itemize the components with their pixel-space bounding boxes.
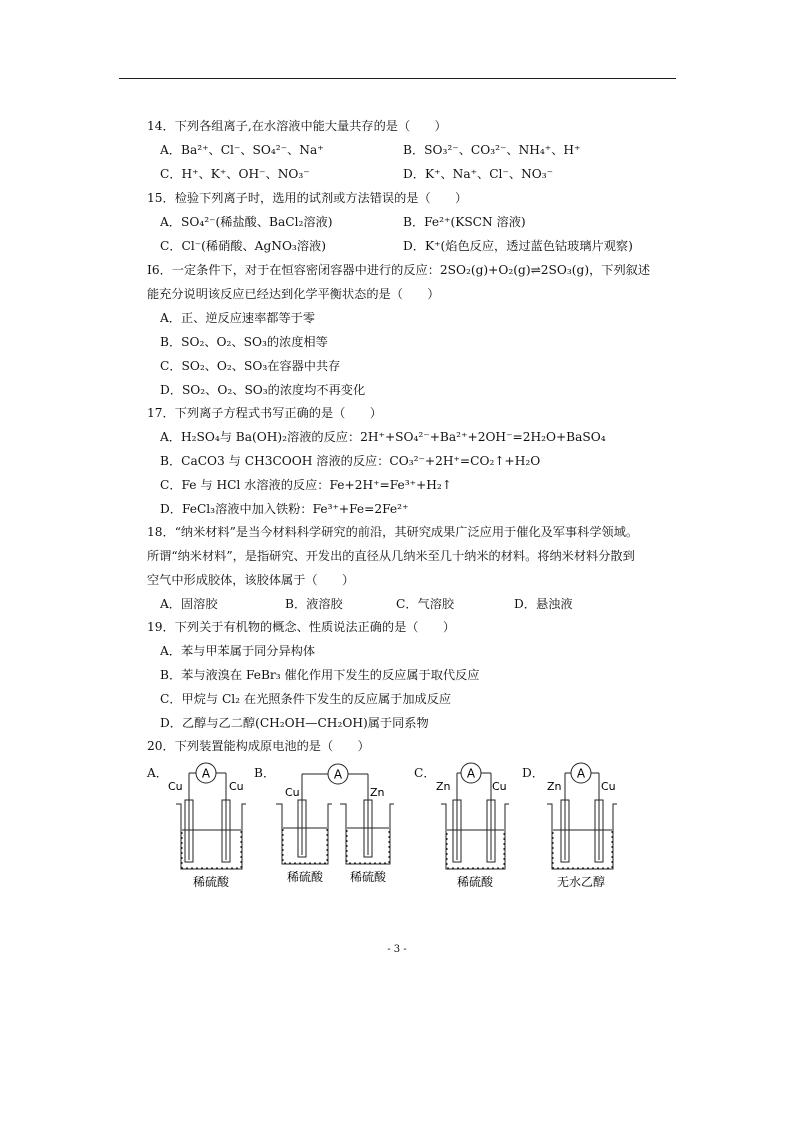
q14-option-c: C．H⁺、K⁺、OH⁻、NO₃⁻ bbox=[160, 167, 310, 181]
q15-option-a: A．SO₄²⁻(稀盐酸、BaCl₂溶液) bbox=[160, 215, 333, 229]
electrode-right-label: Cu bbox=[601, 780, 616, 793]
svg-text:A: A bbox=[466, 766, 476, 781]
q15-option-c: C．Cl⁻(稀硝酸、AgNO₃溶液) bbox=[160, 239, 326, 253]
ammeter-icon bbox=[571, 763, 591, 783]
q15-stem: 15．检验下列离子时，选用的试剂或方法错误的是（ ） bbox=[147, 191, 468, 205]
q20-apparatus-b bbox=[268, 760, 398, 895]
ammeter-icon bbox=[328, 764, 348, 784]
q18-stem-line1: 18．“纳米材料”是当今材料科学研究的前沿，其研究成果广泛应用于催化及军事科学领域。 bbox=[147, 525, 639, 539]
electrode-left-label: Cu bbox=[168, 780, 183, 793]
q20-d-label: D． bbox=[522, 766, 544, 780]
page-number: - 3 - bbox=[387, 944, 407, 955]
q18-option-a: A．固溶胶 bbox=[160, 597, 218, 611]
q19-stem: 19．下列关于有机物的概念、性质说法正确的是（ ） bbox=[147, 620, 456, 634]
q20-apparatus-a bbox=[166, 760, 256, 895]
svg-text:A: A bbox=[201, 766, 211, 781]
q18-option-d: D．悬浊液 bbox=[514, 597, 573, 611]
ammeter-icon bbox=[196, 763, 216, 783]
q16-option-c: C．SO₂、O₂、SO₃在容器中共存 bbox=[160, 359, 341, 373]
q16-stem-line2: 能充分说明该反应已经达到化学平衡状态的是（ ） bbox=[147, 287, 440, 301]
q16-option-a: A．正、逆反应速率都等于零 bbox=[160, 311, 316, 325]
svg-text:A: A bbox=[576, 766, 586, 781]
q17-option-a: A．H₂SO₄与 Ba(OH)₂溶液的反应：2H⁺+SO₄²⁻+Ba²⁺+2OH⁻=2H₂O+BaSO₄ bbox=[160, 430, 606, 444]
q20-a-label: A． bbox=[147, 766, 168, 780]
q20-b-label: B． bbox=[254, 766, 276, 780]
q18-option-b: B．液溶胶 bbox=[285, 597, 343, 611]
q16-option-b: B．SO₂、O₂、SO₃的浓度相等 bbox=[160, 335, 328, 349]
solution-right-label: 稀硫酸 bbox=[349, 870, 387, 884]
electrode-right-label: Cu bbox=[229, 780, 244, 793]
q14-option-a: A．Ba²⁺、Cl⁻、SO₄²⁻、Na⁺ bbox=[160, 143, 324, 157]
q20-apparatus-d bbox=[543, 760, 633, 895]
q18-stem-line2: 所谓“纳米材料”，是指研究、开发出的直径从几纳米至几十纳米的材料。将纳米材料分散到 bbox=[147, 549, 635, 563]
electrode-right-label: Zn bbox=[370, 786, 385, 799]
electrode-left-label: Zn bbox=[436, 780, 451, 793]
q20-apparatus-c bbox=[433, 760, 523, 895]
solution-label: 稀硫酸 bbox=[456, 875, 494, 889]
q14-option-d: D．K⁺、Na⁺、Cl⁻、NO₃⁻ bbox=[403, 167, 554, 181]
q17-stem: 17．下列离子方程式书写正确的是（ ） bbox=[147, 406, 382, 420]
solution-label: 无水乙醇 bbox=[556, 875, 606, 889]
q15-option-d: D．K⁺(焰色反应，透过蓝色钴玻璃片观察) bbox=[403, 239, 633, 253]
q17-option-d: D．FeCl₃溶液中加入铁粉：Fe³⁺+Fe=2Fe²⁺ bbox=[160, 502, 409, 516]
q18-stem-line3: 空气中形成胶体，该胶体属于（ ） bbox=[147, 573, 355, 587]
q17-option-b: B．CaCO3 与 CH3COOH 溶液的反应：CO₃²⁻+2H⁺=CO₂↑+H₂O bbox=[160, 454, 541, 468]
q17-option-c: C．Fe 与 HCl 水溶液的反应：Fe+2H⁺=Fe³⁺+H₂↑ bbox=[160, 478, 452, 492]
ammeter-icon bbox=[461, 763, 481, 783]
electrode-left-label: Cu bbox=[285, 786, 300, 799]
svg-text:A: A bbox=[333, 767, 343, 782]
q20-c-label: C． bbox=[414, 766, 436, 780]
q14-stem: 14．下列各组离子,在水溶液中能大量共存的是（ ） bbox=[147, 119, 447, 133]
q19-option-d: D．乙醇与乙二醇(CH₂OH—CH₂OH)属于同系物 bbox=[160, 716, 429, 730]
solution-label: 稀硫酸 bbox=[192, 875, 230, 889]
q19-option-a: A．苯与甲苯属于同分异构体 bbox=[160, 644, 316, 658]
q18-option-c: C．气溶胶 bbox=[396, 597, 455, 611]
q16-option-d: D．SO₂、O₂、SO₃的浓度均不再变化 bbox=[160, 383, 366, 397]
q19-option-c: C．甲烷与 Cl₂ 在光照条件下发生的反应属于加成反应 bbox=[160, 692, 452, 706]
q20-stem: 20．下列装置能构成原电池的是（ ） bbox=[147, 739, 370, 753]
header-rule bbox=[119, 78, 676, 79]
electrode-left-label: Zn bbox=[547, 780, 562, 793]
q16-stem-line1: I6．一定条件下，对于在恒容密闭容器中进行的反应：2SO₂(g)+O₂(g)⇌2SO₃(g)，下列叙述 bbox=[147, 263, 651, 277]
q15-option-b: B．Fe²⁺(KSCN 溶液) bbox=[403, 215, 526, 229]
solution-left-label: 稀硫酸 bbox=[286, 870, 324, 884]
electrode-right-label: Cu bbox=[492, 780, 507, 793]
q14-option-b: B．SO₃²⁻、CO₃²⁻、NH₄⁺、H⁺ bbox=[403, 143, 581, 157]
q19-option-b: B．苯与液溴在 FeBr₃ 催化作用下发生的反应属于取代反应 bbox=[160, 668, 480, 682]
